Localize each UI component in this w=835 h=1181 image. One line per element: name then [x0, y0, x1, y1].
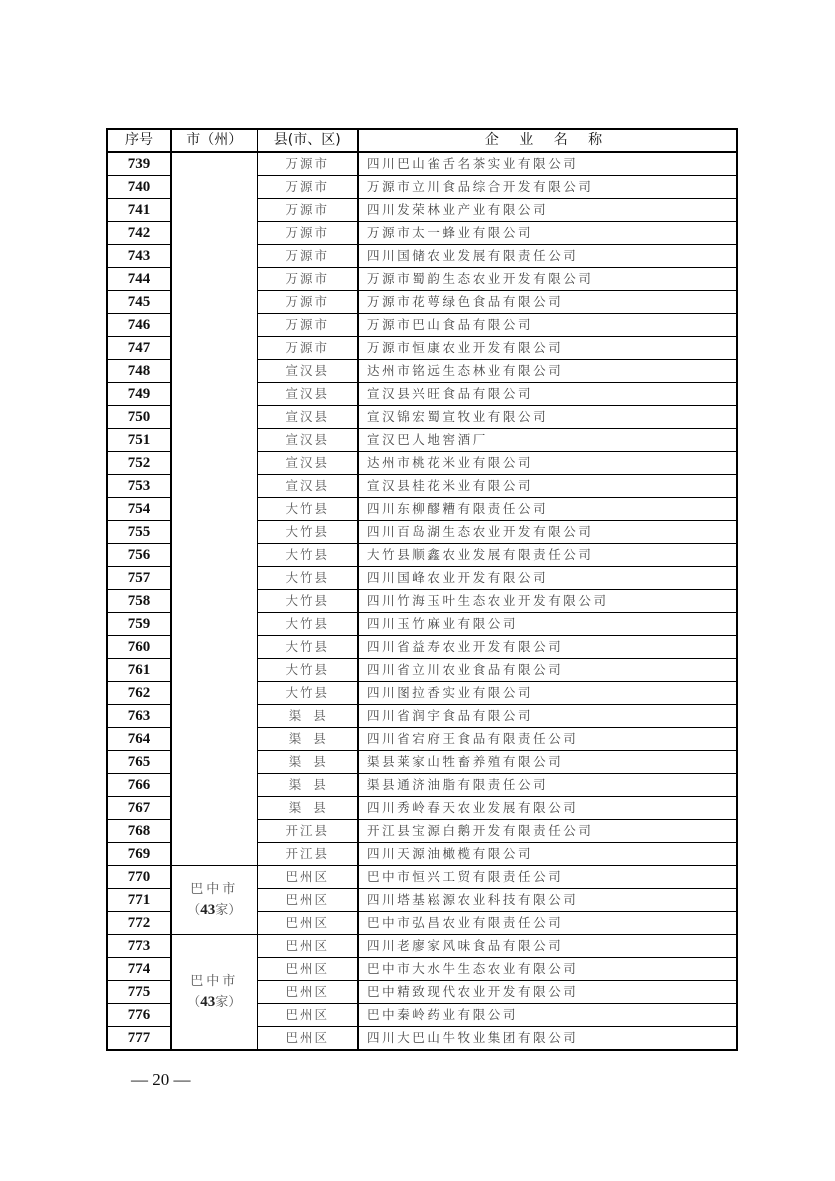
open-paren: （ [187, 994, 201, 1010]
row-serial: 745 [107, 291, 171, 314]
row-county: 开江县 [257, 843, 358, 866]
row-company: 四川天源油橄榄有限公司 [358, 843, 737, 866]
row-serial: 743 [107, 245, 171, 268]
row-county: 渠县 [257, 797, 358, 820]
row-county: 巴州区 [257, 912, 358, 935]
row-company: 四川百岛湖生态农业开发有限公司 [358, 521, 737, 544]
row-county: 大竹县 [257, 636, 358, 659]
row-serial: 754 [107, 498, 171, 521]
row-company: 四川省宕府王食品有限责任公司 [358, 728, 737, 751]
row-company: 万源市恒康农业开发有限公司 [358, 337, 737, 360]
row-county: 巴州区 [257, 1027, 358, 1051]
row-county: 渠县 [257, 774, 358, 797]
row-company: 万源市立川食品综合开发有限公司 [358, 176, 737, 199]
page-number: — 20 — [131, 1070, 191, 1089]
close-paren: ） [228, 994, 242, 1010]
row-company: 四川图拉香实业有限公司 [358, 682, 737, 705]
row-serial: 748 [107, 360, 171, 383]
row-county: 渠县 [257, 728, 358, 751]
row-serial: 744 [107, 268, 171, 291]
row-company: 四川省益寿农业开发有限公司 [358, 636, 737, 659]
row-company: 巴中市大水牛生态农业有限公司 [358, 958, 737, 981]
row-company: 宣汉巴人地窖酒厂 [358, 429, 737, 452]
row-serial: 756 [107, 544, 171, 567]
row-serial: 773 [107, 935, 171, 958]
row-company: 四川秀岭春天农业发展有限公司 [358, 797, 737, 820]
count-unit: 家 [215, 902, 229, 918]
count-unit: 家 [215, 994, 229, 1010]
row-company: 四川发荣林业产业有限公司 [358, 199, 737, 222]
row-company: 巴中秦岭药业有限公司 [358, 1004, 737, 1027]
row-company: 巴中市恒兴工贸有限责任公司 [358, 866, 737, 889]
row-serial: 747 [107, 337, 171, 360]
row-county: 开江县 [257, 820, 358, 843]
city-cell [171, 935, 257, 1051]
row-county: 万源市 [257, 268, 358, 291]
row-company: 宣汉县桂花米业有限公司 [358, 475, 737, 498]
city-cell [171, 152, 257, 866]
row-serial: 762 [107, 682, 171, 705]
row-serial: 763 [107, 705, 171, 728]
row-serial: 757 [107, 567, 171, 590]
row-company: 四川塔基崧源农业科技有限公司 [358, 889, 737, 912]
row-company: 达州市桃花米业有限公司 [358, 452, 737, 475]
row-serial: 761 [107, 659, 171, 682]
row-company: 四川省立川农业食品有限公司 [358, 659, 737, 682]
city-name: 巴中市 [190, 973, 239, 989]
row-company: 宣汉锦宏蜀宣牧业有限公司 [358, 406, 737, 429]
row-county: 万源市 [257, 337, 358, 360]
row-county: 巴州区 [257, 935, 358, 958]
row-serial: 741 [107, 199, 171, 222]
row-county: 宣汉县 [257, 360, 358, 383]
row-county: 渠县 [257, 705, 358, 728]
row-serial: 775 [107, 981, 171, 1004]
row-company: 万源市蜀韵生态农业开发有限公司 [358, 268, 737, 291]
row-county: 大竹县 [257, 567, 358, 590]
row-county: 巴州区 [257, 981, 358, 1004]
row-county: 巴州区 [257, 1004, 358, 1027]
row-serial: 749 [107, 383, 171, 406]
row-serial: 776 [107, 1004, 171, 1027]
row-county: 万源市 [257, 152, 358, 176]
row-company: 四川巴山雀舌名茶实业有限公司 [358, 152, 737, 176]
row-company: 大竹县顺鑫农业发展有限责任公司 [358, 544, 737, 567]
enterprise-count: 43 [200, 901, 216, 918]
row-serial: 765 [107, 751, 171, 774]
row-county: 宣汉县 [257, 383, 358, 406]
header-city: 市（州） [171, 129, 257, 152]
city-count [172, 900, 257, 921]
close-paren: ） [228, 902, 242, 918]
open-paren: （ [187, 902, 201, 918]
row-company: 四川国峰农业开发有限公司 [358, 567, 737, 590]
city-name: 巴中市 [190, 881, 239, 897]
row-company: 万源市太一蜂业有限公司 [358, 222, 737, 245]
row-county: 大竹县 [257, 682, 358, 705]
row-county: 万源市 [257, 291, 358, 314]
row-county: 大竹县 [257, 590, 358, 613]
row-county: 万源市 [257, 314, 358, 337]
header-company: 企 业 名 称 [358, 129, 737, 152]
row-company: 开江县宝源白鹅开发有限责任公司 [358, 820, 737, 843]
row-serial: 769 [107, 843, 171, 866]
row-company: 巴中市弘昌农业有限责任公司 [358, 912, 737, 935]
table-body [107, 152, 737, 1050]
row-company: 四川玉竹麻业有限公司 [358, 613, 737, 636]
row-company: 万源市花萼绿色食品有限公司 [358, 291, 737, 314]
row-company: 万源市巴山食品有限公司 [358, 314, 737, 337]
row-county: 巴州区 [257, 889, 358, 912]
row-county: 大竹县 [257, 521, 358, 544]
row-company: 四川国储农业发展有限责任公司 [358, 245, 737, 268]
header-county: 县(市、区) [257, 129, 358, 152]
row-serial: 753 [107, 475, 171, 498]
row-serial: 742 [107, 222, 171, 245]
row-company: 四川竹海玉叶生态农业开发有限公司 [358, 590, 737, 613]
row-company: 四川老廖家风味食品有限公司 [358, 935, 737, 958]
row-serial: 751 [107, 429, 171, 452]
row-county: 宣汉县 [257, 406, 358, 429]
row-company: 渠县通济油脂有限责任公司 [358, 774, 737, 797]
row-company: 四川东柳醪糟有限责任公司 [358, 498, 737, 521]
row-company: 宣汉县兴旺食品有限公司 [358, 383, 737, 406]
row-county: 宣汉县 [257, 452, 358, 475]
enterprise-count: 43 [200, 993, 216, 1010]
table-row [107, 935, 737, 958]
row-county: 大竹县 [257, 659, 358, 682]
table-row [107, 866, 737, 889]
row-serial: 771 [107, 889, 171, 912]
row-serial: 772 [107, 912, 171, 935]
row-company: 巴中精致现代农业开发有限公司 [358, 981, 737, 1004]
table-header-row [107, 129, 737, 152]
row-county: 万源市 [257, 199, 358, 222]
enterprise-table [106, 128, 738, 1051]
city-count [172, 992, 257, 1013]
row-serial: 766 [107, 774, 171, 797]
row-serial: 759 [107, 613, 171, 636]
row-county: 大竹县 [257, 613, 358, 636]
header-serial: 序号 [107, 129, 171, 152]
row-county: 万源市 [257, 245, 358, 268]
row-serial: 767 [107, 797, 171, 820]
row-serial: 764 [107, 728, 171, 751]
row-county: 宣汉县 [257, 475, 358, 498]
row-company: 达州市铭远生态林业有限公司 [358, 360, 737, 383]
row-serial: 758 [107, 590, 171, 613]
row-county: 万源市 [257, 222, 358, 245]
row-serial: 768 [107, 820, 171, 843]
row-serial: 752 [107, 452, 171, 475]
row-county: 大竹县 [257, 544, 358, 567]
row-county: 大竹县 [257, 498, 358, 521]
row-serial: 746 [107, 314, 171, 337]
row-serial: 774 [107, 958, 171, 981]
row-county: 渠县 [257, 751, 358, 774]
row-company: 四川省润宇食品有限公司 [358, 705, 737, 728]
row-serial: 777 [107, 1027, 171, 1051]
row-county: 巴州区 [257, 958, 358, 981]
row-serial: 760 [107, 636, 171, 659]
row-serial: 740 [107, 176, 171, 199]
row-serial: 770 [107, 866, 171, 889]
row-serial: 739 [107, 152, 171, 176]
city-cell [171, 866, 257, 935]
row-county: 宣汉县 [257, 429, 358, 452]
row-serial: 750 [107, 406, 171, 429]
row-county: 巴州区 [257, 866, 358, 889]
row-serial: 755 [107, 521, 171, 544]
row-company: 四川大巴山牛牧业集团有限公司 [358, 1027, 737, 1051]
row-county: 万源市 [257, 176, 358, 199]
row-company: 渠县莱家山牲畜养殖有限公司 [358, 751, 737, 774]
table-row [107, 152, 737, 176]
